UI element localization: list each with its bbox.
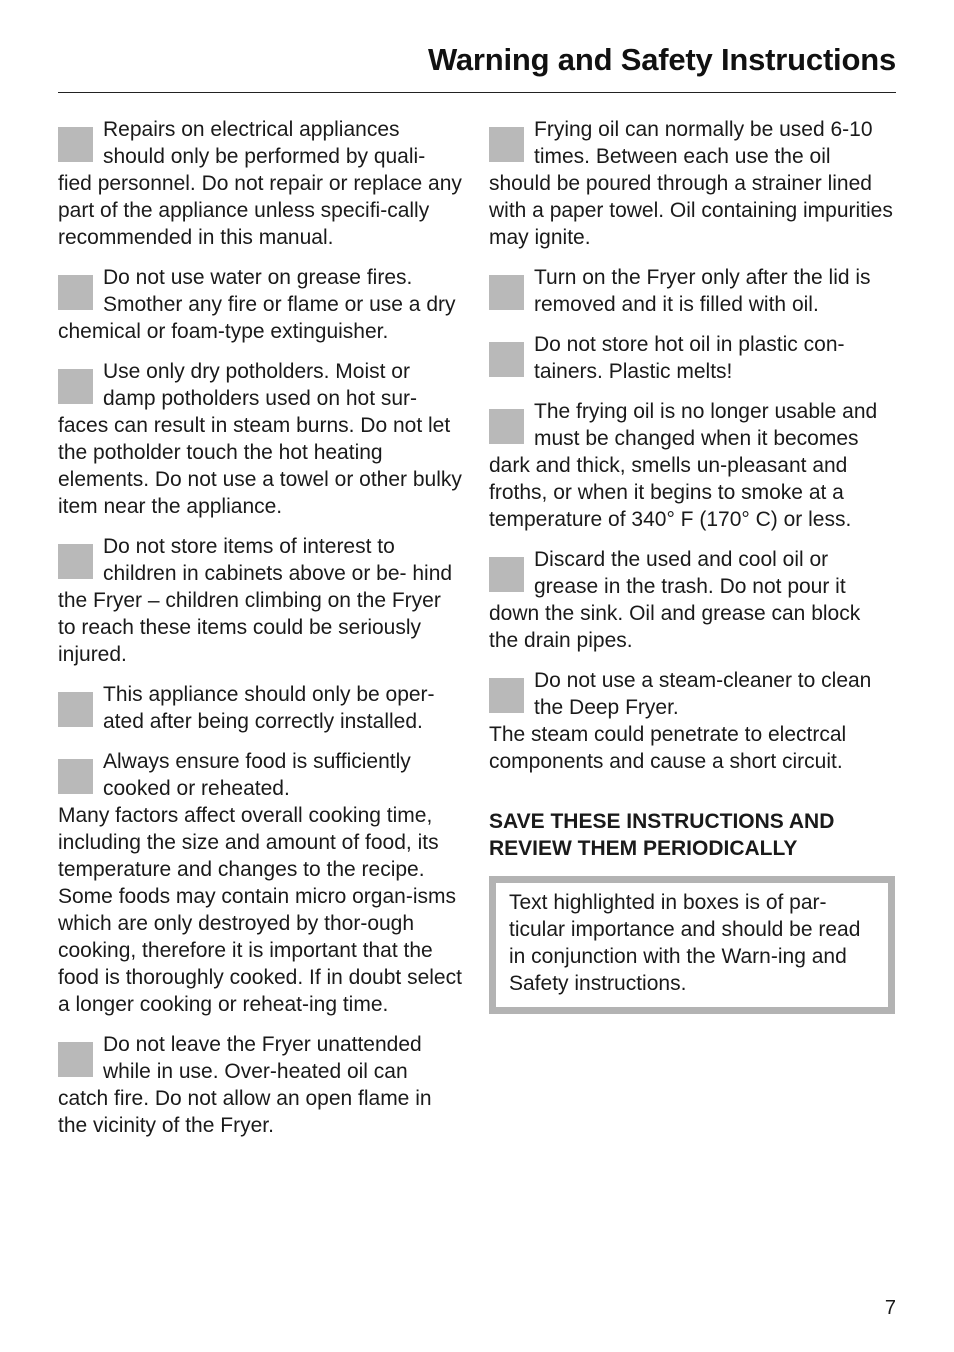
- notice-text: Text highlighted in boxes is of par-ticular importance and should be read in conjunction with the Warn-ing and Safety instructions.: [509, 891, 861, 995]
- warning-item: [58, 1031, 463, 1139]
- warning-lead: Turn on the Fryer only after the lid is removed and it is filled with oil.: [534, 266, 871, 316]
- warning-marker-icon: [58, 369, 93, 404]
- warning-marker-icon: [58, 544, 93, 579]
- warning-item: [58, 358, 463, 520]
- warning-marker-icon: [489, 127, 524, 162]
- warning-lead: This appliance should only be oper-ated after being correctly installed.: [103, 683, 435, 733]
- warning-lead: Use only dry potholders. Moist or damp potholders used on hot sur-: [103, 360, 418, 410]
- save-instructions-heading: SAVE THESE INSTRUCTIONS AND REVIEW THEM PERIODICALLY: [489, 810, 835, 860]
- warning-marker-icon: [489, 678, 524, 713]
- warning-marker-icon: [489, 275, 524, 310]
- warning-item: [489, 264, 894, 318]
- warning-marker-icon: [489, 557, 524, 592]
- warning-rest: catch fire. Do not allow an open flame in the vicinity of the Fryer.: [58, 1087, 432, 1137]
- warning-item: [489, 667, 894, 775]
- warning-item: [489, 331, 894, 385]
- warning-lead: Do not use a steam-cleaner to clean the Deep Fryer.: [534, 669, 872, 719]
- warning-item: [489, 398, 894, 533]
- page-number: 7: [884, 1297, 896, 1319]
- warning-marker-icon: [58, 127, 93, 162]
- warning-rest: becomes dark and thick, smells un-pleasant and froths, or when it begins to smoke at a temperature of 340° F (170° C) or less.: [489, 427, 859, 531]
- warning-marker-icon: [58, 759, 93, 794]
- left-column: [58, 116, 463, 1152]
- right-column: [489, 116, 894, 1014]
- warning-rest: down the sink. Oil and grease can block the drain pipes.: [489, 602, 861, 652]
- warning-lead: Frying oil can normally be used 6-10 times. Between each use the: [534, 118, 873, 168]
- warning-lead: Do not leave the Fryer unattended while in use. Over-heated oil can: [103, 1033, 422, 1083]
- warning-rest-2: Some foods may contain micro organ-isms which are only destroyed by thor-ough cooking, therefore it is important that the food is thoroughly cooked. If in doubt select a longer cooking or reheat-ing time.: [58, 885, 462, 1016]
- warning-lead: Discard the used and cool oil or grease in the trash. Do not pour it: [534, 548, 846, 598]
- warning-lead: Do not use water on grease fires. Smother any fire or flame or use a: [103, 266, 421, 316]
- warning-rest: The steam could penetrate to electrcal components and cause a short circuit.: [489, 723, 847, 773]
- warning-marker-icon: [489, 409, 524, 444]
- warning-item: [58, 748, 463, 1018]
- warning-item: [58, 681, 463, 735]
- warning-rest: Many factors affect overall cooking time, including the size and amount of food, its temperature and changes to the recipe.: [58, 804, 439, 881]
- warning-lead: Repairs on electrical appliances should only be performed by quali-: [103, 118, 426, 168]
- warning-lead: Do not store hot oil in plastic con-tainers. Plastic melts!: [534, 333, 845, 383]
- warning-item: [58, 116, 463, 251]
- warning-item: [58, 264, 463, 345]
- warning-marker-icon: [58, 692, 93, 727]
- warning-item: [489, 546, 894, 654]
- warning-item: [58, 533, 463, 668]
- warning-lead: Do not store items of interest to children in cabinets above or be-: [103, 535, 407, 585]
- warning-rest: fied personnel. Do not repair or replace any part of the appliance unless specifi-cally recommended in this manual.: [58, 172, 462, 249]
- notice-box: [489, 876, 895, 1014]
- warning-marker-icon: [58, 1042, 93, 1077]
- warning-item: [489, 116, 894, 251]
- warning-rest: dry chemical or foam-type extinguisher.: [58, 293, 456, 343]
- warning-rest: hind the Fryer – children climbing on the Fryer to reach these items could be seriously injured.: [58, 562, 453, 666]
- title-rule: [58, 92, 896, 93]
- warning-marker-icon: [58, 275, 93, 310]
- warning-rest: oil should be poured through a strainer lined with a paper towel. Oil containing impurities may ignite.: [489, 145, 893, 249]
- warning-marker-icon: [489, 342, 524, 377]
- page-title: Warning and Safety Instructions: [427, 42, 896, 77]
- warning-lead: Always ensure food is sufficiently cooked or reheated.: [103, 750, 411, 800]
- warning-lead: The frying oil is no longer usable and must be changed when it: [534, 400, 878, 450]
- warning-rest: faces can result in steam burns. Do not let the potholder touch the hot heating elements. Do not use a towel or other bulky item near the appliance.: [58, 414, 462, 518]
